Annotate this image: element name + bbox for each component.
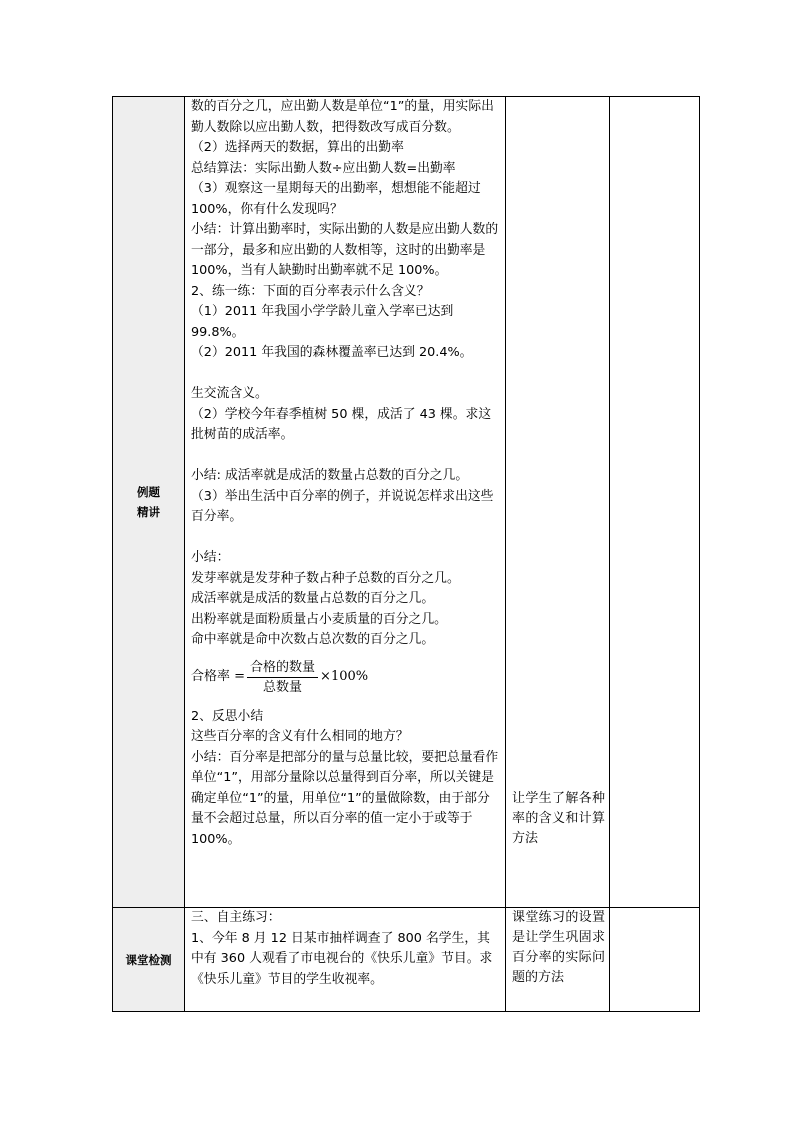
content-paragraph: （1）2011 年我国小学学龄儿童入学率已达到 99.8%。 — [191, 304, 454, 340]
content-paragraph: 数的百分之几，应出勤人数是单位“1”的量，用实际出勤人数除以应出勤人数，把得数改写成百分数。 — [191, 99, 494, 135]
table-row-example-lecture — [113, 97, 700, 908]
content-paragraph: （3）举出生活中百分率的例子，并说说怎样求出这些百分率。 — [191, 488, 494, 524]
design-intent-text: 让学生了解各种率的含义和计算方法 — [512, 791, 605, 846]
summary-line: 发芽率就是发芽种子数占种子总数的百分之几。 — [191, 570, 460, 586]
content-paragraph: 小结: 成活率就是成活的数量占总数的百分之几。 — [191, 468, 469, 483]
content-paragraph: 生交流含义。 — [191, 386, 268, 401]
design-intent-cell — [506, 908, 610, 1012]
design-intent-text: 课堂练习的设置是让学生巩固求百分率的实际问题的方法 — [512, 910, 605, 985]
summary-line: 成活率就是成活的数量占总数的百分之几。 — [191, 591, 435, 606]
reflection-line: 2、反思小结 — [191, 708, 264, 724]
teaching-content-cell — [185, 908, 506, 1012]
content-paragraph: 总结算法：实际出勤人数÷应出勤人数=出勤率 — [191, 160, 456, 176]
content-paragraph: 三、自主练习： — [191, 910, 281, 925]
formula-numerator: 合格的数量 — [247, 658, 318, 678]
content-paragraph: （2）选择两天的数据，算出的出勤率 — [191, 140, 404, 155]
reflection-line: 小结：百分率是把部分的量与总量比较，要把总量看作单位“1”，用部分量除以总量得到百分率，所以关键是确定单位“1”的量，用单位“1”的量做除数，由于部分量不会超过总量，所以百分率的值一定小于或等于 100%。 — [191, 749, 499, 847]
table-row-class-check — [113, 908, 700, 1012]
content-paragraph: 小结：计算出勤率时，实际出勤的人数是应出勤人数的一部分，最多和应出勤的人数相等，这时的出勤率是 100%，当有人缺勤时出勤率就不足 100%。 — [191, 222, 499, 278]
content-paragraph: 1、今年 8 月 12 日某市抽样调查了 800 名学生，其中有 360 人观看了市电视台的《快乐儿童》节目。求《快乐儿童》节目的学生收视率。 — [191, 930, 493, 987]
pass-rate-formula — [191, 655, 501, 701]
formula-fraction — [247, 658, 318, 697]
formula-rhs: ×100% — [320, 669, 369, 685]
lesson-plan-table — [112, 96, 700, 1012]
formula-lhs: 合格率 = — [191, 669, 246, 685]
summary-line: 命中率就是命中次数占总次数的百分之几。 — [191, 632, 435, 647]
notes-cell — [610, 908, 700, 1012]
notes-cell — [610, 97, 700, 908]
summary-line: 出粉率就是面粉质量占小麦质量的百分之几。 — [191, 611, 447, 627]
row-label-line: 精讲 — [137, 505, 160, 519]
content-paragraph: （3）观察这一星期每天的出勤率，想想能不能超过 100%，你有什么发现吗？ — [191, 181, 481, 217]
row-label-line: 例题 — [137, 485, 160, 499]
reflection-line: 这些百分率的含义有什么相同的地方？ — [191, 729, 409, 744]
content-paragraph: （2）2011 年我国的森林覆盖率已达到 20.4%。 — [191, 345, 473, 360]
content-paragraph: 2、练一练：下面的百分率表示什么含义？ — [191, 283, 430, 299]
formula-denominator: 总数量 — [263, 680, 303, 695]
design-intent-cell — [506, 97, 610, 908]
row-label-class-check: 课堂检测 — [113, 908, 185, 1012]
row-label-example-lecture — [113, 97, 185, 908]
summary-line: 小结： — [191, 550, 230, 565]
content-paragraph: （2）学校今年春季植树 50 棵，成活了 43 棵。求这批树苗的成活率。 — [191, 406, 492, 442]
teaching-content-cell — [185, 97, 506, 908]
